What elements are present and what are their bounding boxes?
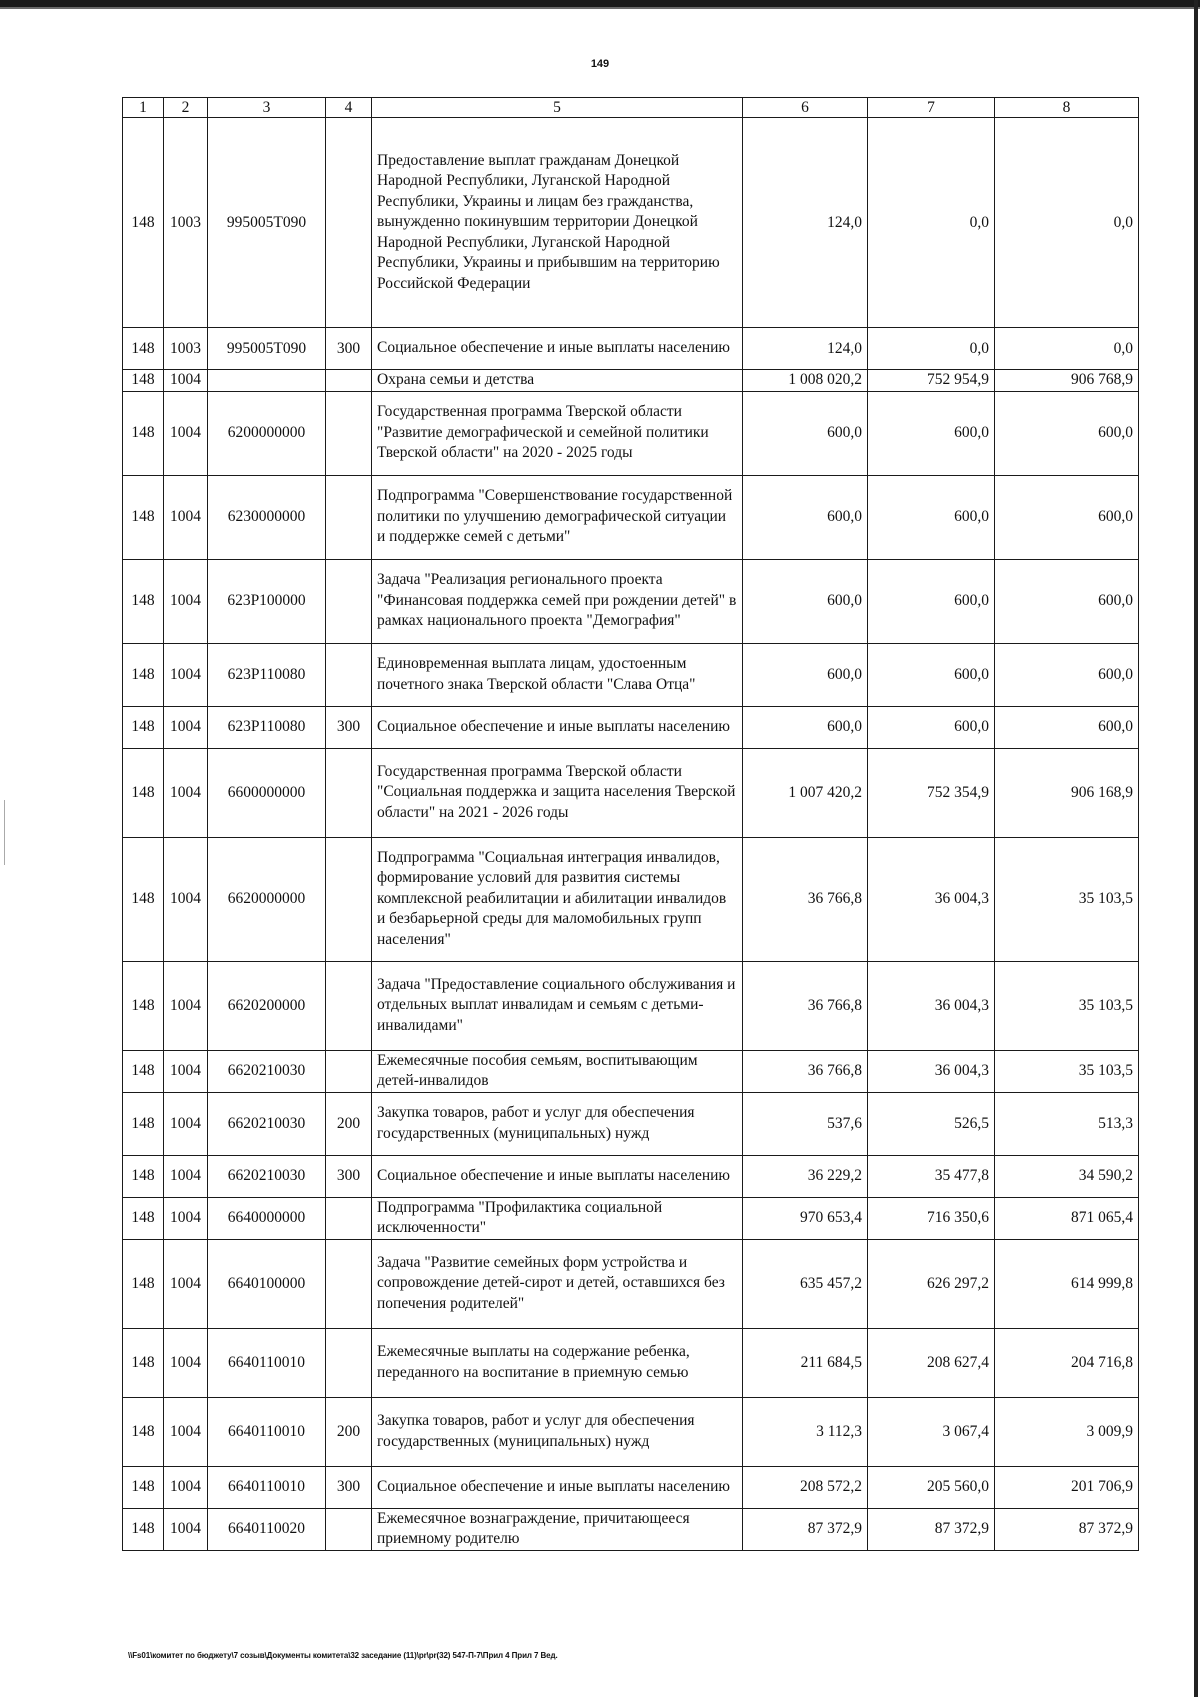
section-code-cell: 1004: [164, 643, 208, 706]
org-code-cell: 148: [123, 1050, 164, 1092]
section-code-cell: 1003: [164, 328, 208, 370]
col-header-4: 4: [326, 98, 372, 118]
table-row: [123, 1328, 1139, 1397]
amount-col6-cell: 600,0: [743, 706, 868, 748]
table-row: [123, 1050, 1139, 1092]
amount-col8-cell: 600,0: [995, 475, 1139, 559]
description-cell: Подпрограмма "Социальная интеграция инвалидов, формирование условий для развития системы комплексной реабилитации и абилитации инвалидов и безбарьерной среды для маломобильных групп населения": [372, 837, 743, 961]
org-code-cell: 148: [123, 328, 164, 370]
expense-type-cell: [326, 559, 372, 643]
table-row: [123, 1397, 1139, 1466]
amount-col6-cell: 600,0: [743, 391, 868, 475]
amount-col8-cell: 201 706,9: [995, 1466, 1139, 1508]
org-code-cell: 148: [123, 1466, 164, 1508]
target-article-cell: 6620210030: [208, 1050, 326, 1092]
description-cell: Задача "Развитие семейных форм устройства и сопровождение детей-сирот и детей, оставшихся без попечения родителей": [372, 1239, 743, 1328]
section-code-cell: 1004: [164, 1239, 208, 1328]
section-code-cell: 1004: [164, 370, 208, 392]
table-row: [123, 1092, 1139, 1155]
section-code-cell: 1004: [164, 1508, 208, 1550]
amount-col8-cell: 513,3: [995, 1092, 1139, 1155]
col-header-2: 2: [164, 98, 208, 118]
description-cell: Задача "Реализация регионального проекта "Финансовая поддержка семей при рождении детей" в рамках национального проекта "Демография": [372, 559, 743, 643]
amount-col6-cell: 3 112,3: [743, 1397, 868, 1466]
org-code-cell: 148: [123, 1328, 164, 1397]
amount-col7-cell: 600,0: [868, 706, 995, 748]
top-border-shadow: [0, 7, 1200, 9]
amount-col6-cell: 36 766,8: [743, 961, 868, 1050]
target-article-cell: 6640110020: [208, 1508, 326, 1550]
amount-col7-cell: 36 004,3: [868, 961, 995, 1050]
table-row: [123, 837, 1139, 961]
description-cell: Социальное обеспечение и иные выплаты населению: [372, 328, 743, 370]
amount-col8-cell: 0,0: [995, 328, 1139, 370]
target-article-cell: 6200000000: [208, 391, 326, 475]
org-code-cell: 148: [123, 1092, 164, 1155]
description-cell: Охрана семьи и детства: [372, 370, 743, 392]
amount-col8-cell: 204 716,8: [995, 1328, 1139, 1397]
org-code-cell: 148: [123, 837, 164, 961]
amount-col6-cell: 211 684,5: [743, 1328, 868, 1397]
expense-type-cell: [326, 961, 372, 1050]
target-article-cell: 6640110010: [208, 1466, 326, 1508]
amount-col7-cell: 526,5: [868, 1092, 995, 1155]
amount-col8-cell: 35 103,5: [995, 961, 1139, 1050]
org-code-cell: 148: [123, 1239, 164, 1328]
table-row: [123, 118, 1139, 328]
section-code-cell: 1004: [164, 837, 208, 961]
expense-type-cell: [326, 748, 372, 837]
footer-file-path: \\Fs01\комитет по бюджету\7 созыв\Документы комитета\32 заседание (11)\pr\pr(32) 547-П-7\Прил 4 Прил 7 Вед.: [128, 1651, 558, 1660]
org-code-cell: 148: [123, 391, 164, 475]
amount-col8-cell: 871 065,4: [995, 1197, 1139, 1239]
org-code-cell: 148: [123, 706, 164, 748]
table-row: [123, 328, 1139, 370]
amount-col7-cell: 208 627,4: [868, 1328, 995, 1397]
section-code-cell: 1004: [164, 748, 208, 837]
description-cell: Ежемесячные выплаты на содержание ребенка, переданного на воспитание в приемную семью: [372, 1328, 743, 1397]
expense-type-cell: [326, 391, 372, 475]
table-row: [123, 748, 1139, 837]
amount-col6-cell: 124,0: [743, 118, 868, 328]
org-code-cell: 148: [123, 961, 164, 1050]
description-cell: Предоставление выплат гражданам Донецкой Народной Республики, Луганской Народной Республики, Украины и лицам без гражданства, вынужденно покинувшим территории Донецкой Народной Республики, Луганской Народной Республики, Украины и прибывшим на территорию Российской Федерации: [372, 118, 743, 328]
amount-col6-cell: 600,0: [743, 475, 868, 559]
expense-type-cell: [326, 475, 372, 559]
section-code-cell: 1004: [164, 1397, 208, 1466]
table-row: [123, 1197, 1139, 1239]
expense-type-cell: [326, 1197, 372, 1239]
amount-col6-cell: 36 766,8: [743, 837, 868, 961]
amount-col6-cell: 537,6: [743, 1092, 868, 1155]
section-code-cell: 1004: [164, 1328, 208, 1397]
budget-table: [122, 97, 1139, 1551]
amount-col6-cell: 36 766,8: [743, 1050, 868, 1092]
table-row: [123, 643, 1139, 706]
section-code-cell: 1004: [164, 1092, 208, 1155]
amount-col7-cell: 600,0: [868, 559, 995, 643]
target-article-cell: [208, 370, 326, 392]
section-code-cell: 1004: [164, 1466, 208, 1508]
target-article-cell: 6640110010: [208, 1397, 326, 1466]
description-cell: Социальное обеспечение и иные выплаты населению: [372, 1466, 743, 1508]
amount-col6-cell: 208 572,2: [743, 1466, 868, 1508]
amount-col7-cell: 87 372,9: [868, 1508, 995, 1550]
table-row: [123, 706, 1139, 748]
col-header-3: 3: [208, 98, 326, 118]
description-cell: Подпрограмма "Профилактика социальной исключенности": [372, 1197, 743, 1239]
amount-col6-cell: 36 229,2: [743, 1155, 868, 1197]
expense-type-cell: [326, 370, 372, 392]
amount-col6-cell: 1 007 420,2: [743, 748, 868, 837]
amount-col7-cell: 600,0: [868, 643, 995, 706]
amount-col6-cell: 635 457,2: [743, 1239, 868, 1328]
column-number-row: [123, 98, 1139, 118]
target-article-cell: 6620210030: [208, 1092, 326, 1155]
description-cell: Закупка товаров, работ и услуг для обеспечения государственных (муниципальных) нужд: [372, 1397, 743, 1466]
table-row: [123, 1155, 1139, 1197]
description-cell: Ежемесячное вознаграждение, причитающееся приемному родителю: [372, 1508, 743, 1550]
amount-col8-cell: 614 999,8: [995, 1239, 1139, 1328]
description-cell: Единовременная выплата лицам, удостоенным почетного знака Тверской области "Слава Отца": [372, 643, 743, 706]
col-header-6: 6: [743, 98, 868, 118]
table-row: [123, 1508, 1139, 1550]
target-article-cell: 6620200000: [208, 961, 326, 1050]
table-row: [123, 1239, 1139, 1328]
amount-col6-cell: 124,0: [743, 328, 868, 370]
amount-col6-cell: 1 008 020,2: [743, 370, 868, 392]
section-code-cell: 1003: [164, 118, 208, 328]
expense-type-cell: [326, 118, 372, 328]
description-cell: Задача "Предоставление социального обслуживания и отдельных выплат инвалидам и семьям с детьми-инвалидами": [372, 961, 743, 1050]
col-header-1: 1: [123, 98, 164, 118]
expense-type-cell: [326, 1239, 372, 1328]
description-cell: Ежемесячные пособия семьям, воспитывающим детей-инвалидов: [372, 1050, 743, 1092]
target-article-cell: 6620000000: [208, 837, 326, 961]
amount-col7-cell: 600,0: [868, 391, 995, 475]
amount-col7-cell: 600,0: [868, 475, 995, 559]
amount-col8-cell: 3 009,9: [995, 1397, 1139, 1466]
amount-col8-cell: 35 103,5: [995, 1050, 1139, 1092]
amount-col7-cell: 752 354,9: [868, 748, 995, 837]
col-header-5: 5: [372, 98, 743, 118]
target-article-cell: 6640000000: [208, 1197, 326, 1239]
col-header-7: 7: [868, 98, 995, 118]
description-cell: Социальное обеспечение и иные выплаты населению: [372, 1155, 743, 1197]
org-code-cell: 148: [123, 748, 164, 837]
amount-col8-cell: 35 103,5: [995, 837, 1139, 961]
section-code-cell: 1004: [164, 961, 208, 1050]
amount-col6-cell: 970 653,4: [743, 1197, 868, 1239]
amount-col7-cell: 752 954,9: [868, 370, 995, 392]
amount-col8-cell: 87 372,9: [995, 1508, 1139, 1550]
amount-col7-cell: 716 350,6: [868, 1197, 995, 1239]
org-code-cell: 148: [123, 1155, 164, 1197]
section-code-cell: 1004: [164, 559, 208, 643]
expense-type-cell: 300: [326, 1466, 372, 1508]
right-border-line: [1194, 0, 1198, 1697]
target-article-cell: 623P110080: [208, 706, 326, 748]
description-cell: Подпрограмма "Совершенствование государственной политики по улучшению демографической ситуации и поддержке семей с детьми": [372, 475, 743, 559]
org-code-cell: 148: [123, 1197, 164, 1239]
amount-col7-cell: 3 067,4: [868, 1397, 995, 1466]
amount-col7-cell: 626 297,2: [868, 1239, 995, 1328]
target-article-cell: 995005T090: [208, 328, 326, 370]
target-article-cell: 6230000000: [208, 475, 326, 559]
expense-type-cell: [326, 1050, 372, 1092]
org-code-cell: 148: [123, 370, 164, 392]
expense-type-cell: 200: [326, 1397, 372, 1466]
org-code-cell: 148: [123, 1397, 164, 1466]
amount-col8-cell: 906 768,9: [995, 370, 1139, 392]
amount-col7-cell: 0,0: [868, 118, 995, 328]
amount-col8-cell: 600,0: [995, 706, 1139, 748]
amount-col7-cell: 36 004,3: [868, 1050, 995, 1092]
org-code-cell: 148: [123, 1508, 164, 1550]
amount-col8-cell: 600,0: [995, 643, 1139, 706]
expense-type-cell: [326, 1508, 372, 1550]
amount-col7-cell: 36 004,3: [868, 837, 995, 961]
expense-type-cell: 200: [326, 1092, 372, 1155]
section-code-cell: 1004: [164, 391, 208, 475]
section-code-cell: 1004: [164, 1197, 208, 1239]
description-cell: Государственная программа Тверской области "Развитие демографической и семейной политики Тверской области" на 2020 - 2025 годы: [372, 391, 743, 475]
table-row: [123, 559, 1139, 643]
table-row: [123, 370, 1139, 392]
page-number: 149: [590, 58, 610, 70]
target-article-cell: 623P110080: [208, 643, 326, 706]
section-code-cell: 1004: [164, 1155, 208, 1197]
target-article-cell: 6600000000: [208, 748, 326, 837]
section-code-cell: 1004: [164, 475, 208, 559]
amount-col6-cell: 600,0: [743, 643, 868, 706]
description-cell: Социальное обеспечение и иные выплаты населению: [372, 706, 743, 748]
org-code-cell: 148: [123, 475, 164, 559]
org-code-cell: 148: [123, 118, 164, 328]
amount-col6-cell: 600,0: [743, 559, 868, 643]
table-row: [123, 475, 1139, 559]
amount-col7-cell: 0,0: [868, 328, 995, 370]
org-code-cell: 148: [123, 559, 164, 643]
description-cell: Государственная программа Тверской области "Социальная поддержка и защита населения Тверской области" на 2021 - 2026 годы: [372, 748, 743, 837]
description-cell: Закупка товаров, работ и услуг для обеспечения государственных (муниципальных) нужд: [372, 1092, 743, 1155]
amount-col8-cell: 34 590,2: [995, 1155, 1139, 1197]
target-article-cell: 623P100000: [208, 559, 326, 643]
amount-col6-cell: 87 372,9: [743, 1508, 868, 1550]
scan-margin-mark: [4, 800, 5, 865]
target-article-cell: 6640110010: [208, 1328, 326, 1397]
amount-col8-cell: 906 168,9: [995, 748, 1139, 837]
expense-type-cell: [326, 643, 372, 706]
target-article-cell: 6640100000: [208, 1239, 326, 1328]
table-row: [123, 391, 1139, 475]
table-row: [123, 961, 1139, 1050]
target-article-cell: 6620210030: [208, 1155, 326, 1197]
amount-col8-cell: 0,0: [995, 118, 1139, 328]
section-code-cell: 1004: [164, 706, 208, 748]
expense-type-cell: [326, 1328, 372, 1397]
table-row: [123, 1466, 1139, 1508]
amount-col7-cell: 205 560,0: [868, 1466, 995, 1508]
expense-type-cell: [326, 837, 372, 961]
amount-col8-cell: 600,0: [995, 559, 1139, 643]
amount-col7-cell: 35 477,8: [868, 1155, 995, 1197]
expense-type-cell: 300: [326, 706, 372, 748]
col-header-8: 8: [995, 98, 1139, 118]
org-code-cell: 148: [123, 643, 164, 706]
expense-type-cell: 300: [326, 1155, 372, 1197]
expense-type-cell: 300: [326, 328, 372, 370]
target-article-cell: 995005T090: [208, 118, 326, 328]
top-border-line: [0, 0, 1200, 7]
section-code-cell: 1004: [164, 1050, 208, 1092]
amount-col8-cell: 600,0: [995, 391, 1139, 475]
